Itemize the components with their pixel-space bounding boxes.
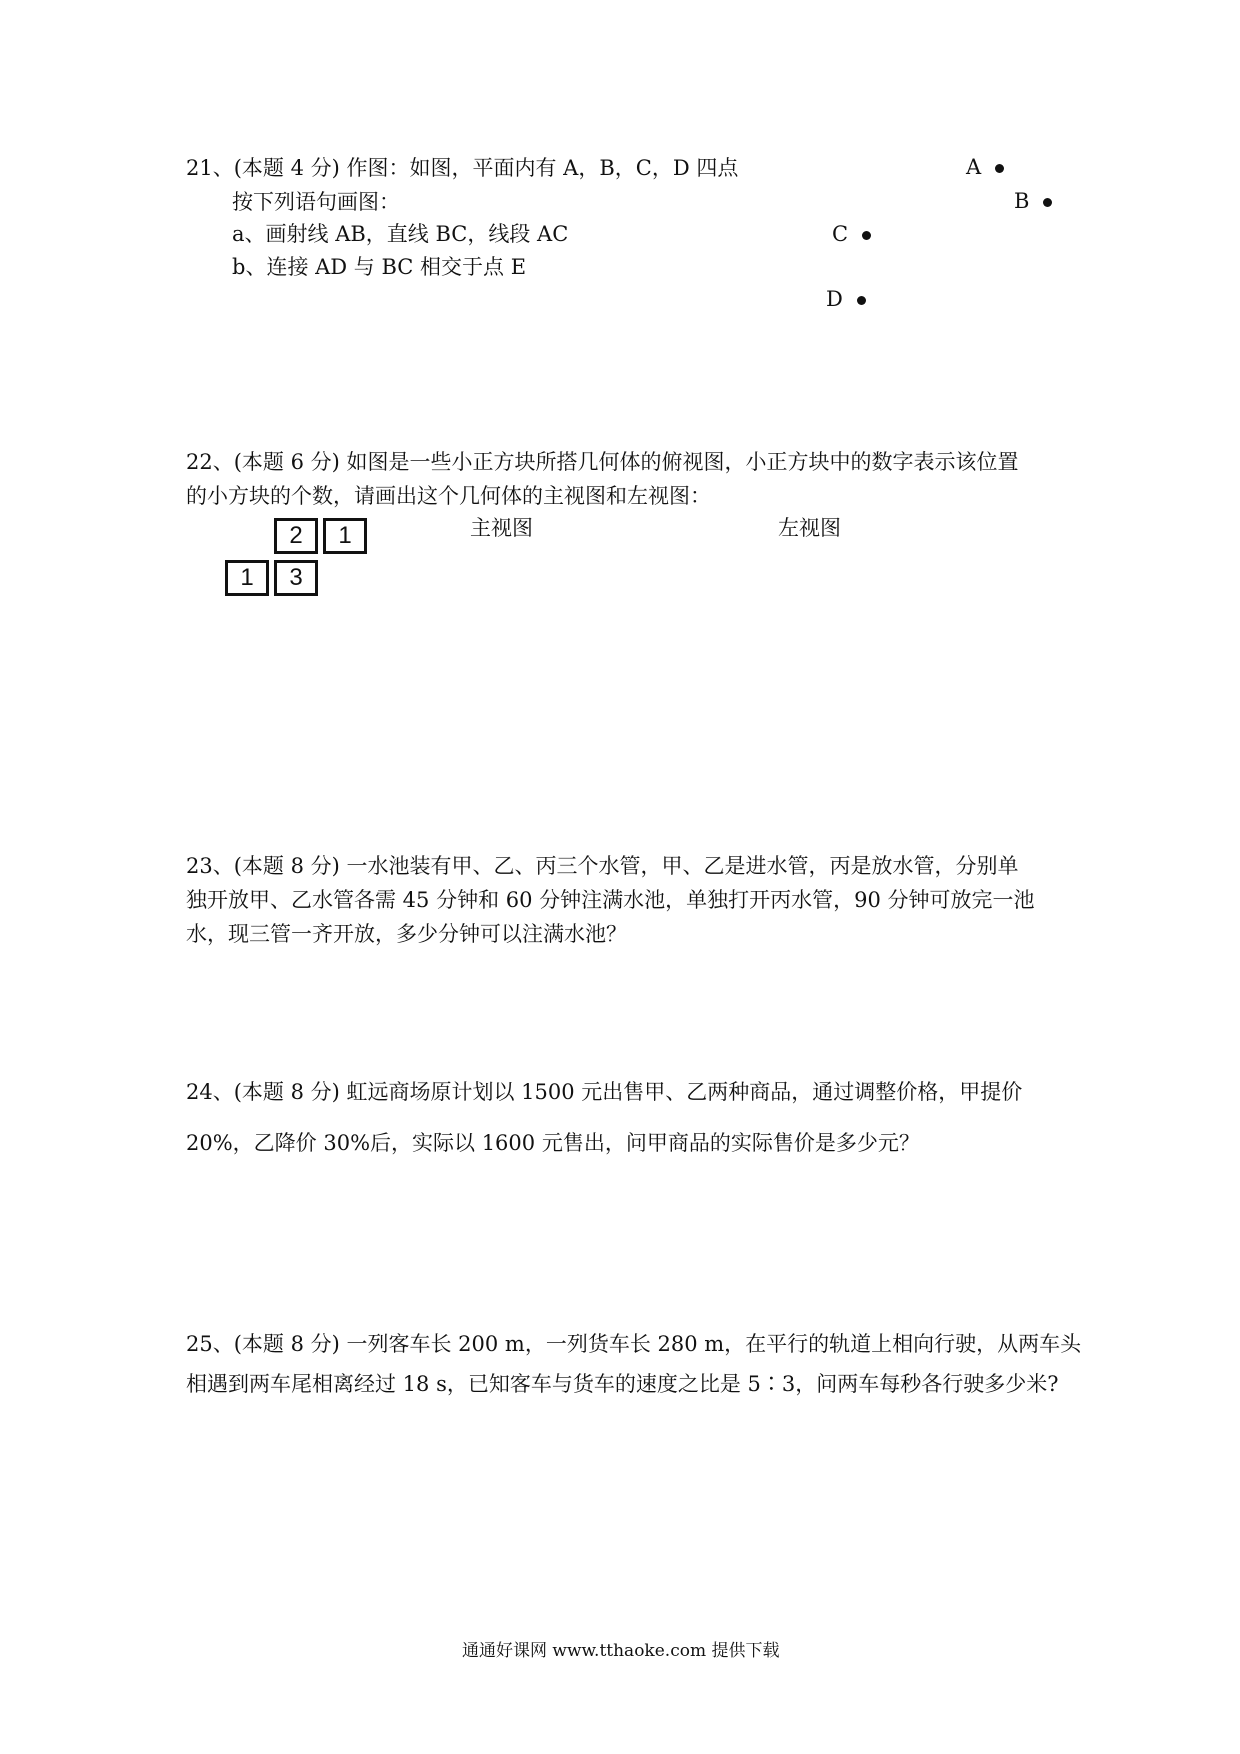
q23-line2: 独开放甲、乙水管各需 45 分钟和 60 分钟注满水池，单独打开丙水管，90 分钟可放完一池 <box>186 888 1035 912</box>
point-d-label: D <box>826 287 843 311</box>
grid-cell-bottom-right: 3 <box>274 560 318 596</box>
point-a <box>966 155 1004 179</box>
q24-line1: 24、(本题 8 分) 虹远商场原计划以 1500 元出售甲、乙两种商品，通过调整价格，甲提价 <box>186 1080 1023 1104</box>
q23-line1: 23、(本题 8 分) 一水池装有甲、乙、丙三个水管，甲、乙是进水管，丙是放水管，分别单 <box>186 854 1019 878</box>
q25-line2: 相遇到两车尾相离经过 18 s，已知客车与货车的速度之比是 5∶3，问两车每秒各行驶多少米? <box>186 1372 1059 1396</box>
point-a-dot <box>995 164 1004 173</box>
point-b-dot <box>1043 198 1052 207</box>
left-view-label: 左视图 <box>778 516 841 540</box>
point-c <box>832 222 871 246</box>
q22-line1: 22、(本题 6 分) 如图是一些小正方块所搭几何体的俯视图，小正方块中的数字表示该位置 <box>186 450 1019 474</box>
point-d <box>826 287 866 311</box>
page-footer: 通通好课网 www.tthaoke.com 提供下载 <box>462 1641 780 1661</box>
point-b-label: B <box>1014 189 1030 213</box>
point-b <box>1014 189 1052 213</box>
point-c-label: C <box>832 222 849 246</box>
q21-line4: b、连接 AD 与 BC 相交于点 E <box>232 255 527 279</box>
grid-cell-top-left: 2 <box>274 518 318 554</box>
q21-line1: 21、(本题 4 分) 作图：如图，平面内有 A，B，C，D 四点 <box>186 156 739 180</box>
front-view-label: 主视图 <box>470 516 533 540</box>
q21-line2: 按下列语句画图： <box>232 190 400 214</box>
q21-line3: a、画射线 AB，直线 BC，线段 AC <box>232 222 569 246</box>
point-d-dot <box>857 296 866 305</box>
q22-line2: 的小方块的个数，请画出这个几何体的主视图和左视图： <box>186 484 711 508</box>
point-c-dot <box>862 231 871 240</box>
q24-line2: 20%，乙降价 30%后，实际以 1600 元售出，问甲商品的实际售价是多少元？ <box>186 1131 920 1155</box>
grid-cell-bottom-left: 1 <box>225 560 269 596</box>
q25-line1: 25、(本题 8 分) 一列客车长 200 m，一列货车长 280 m，在平行的轨道上相向行驶，从两车头 <box>186 1332 1082 1356</box>
q23-line3: 水，现三管一齐开放，多少分钟可以注满水池？ <box>186 922 627 946</box>
point-a-label: A <box>966 155 982 179</box>
grid-cell-top-right: 1 <box>323 518 367 554</box>
